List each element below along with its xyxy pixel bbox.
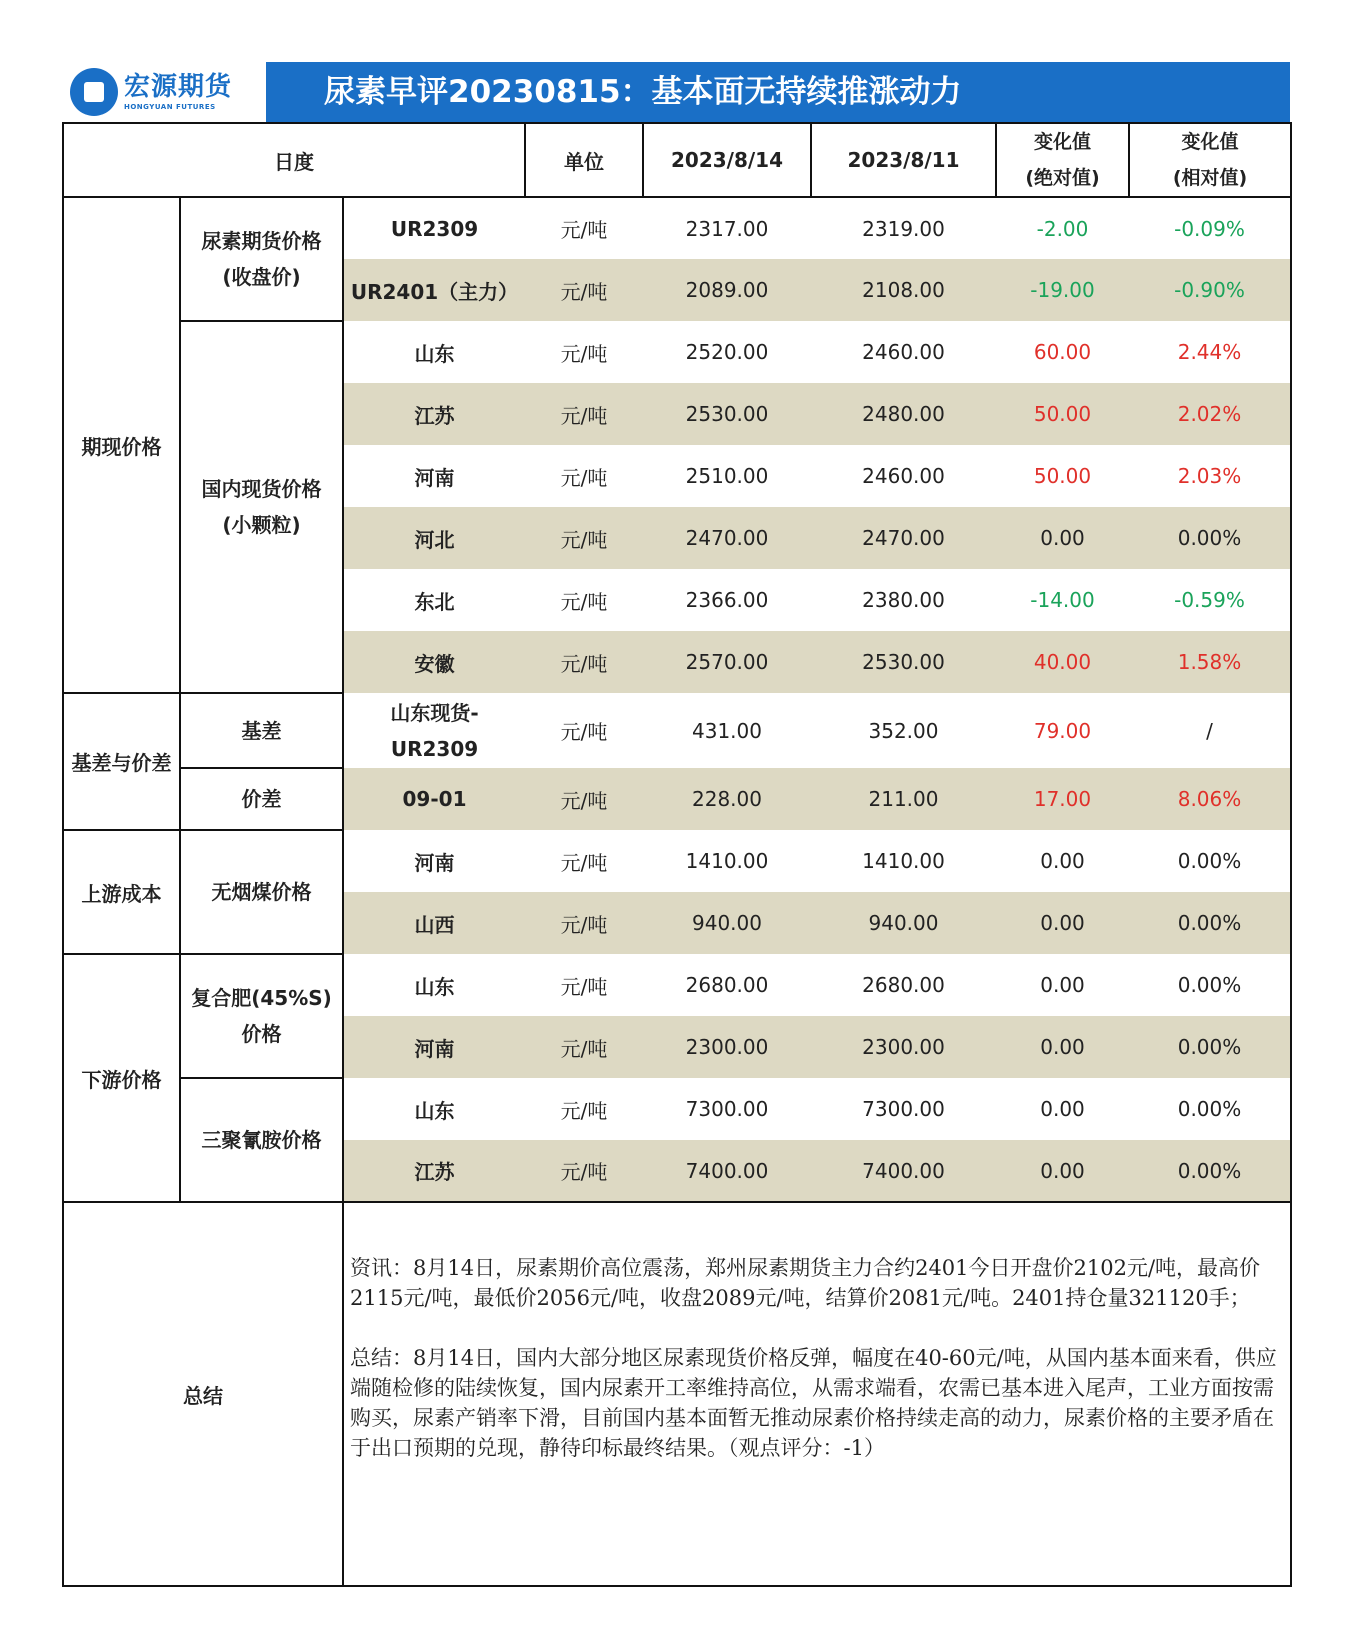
unit-cell: 元/吨 (560, 912, 608, 937)
unit-cell: 元/吨 (560, 720, 608, 744)
col-header-dimension: 日度 (63, 123, 525, 197)
item-cell: 山西 (414, 912, 455, 937)
value-date1: 2570.00 (685, 650, 769, 674)
unit-cell: 元/吨 (560, 1036, 608, 1061)
col-header-date2: 2023/8/11 (811, 123, 996, 197)
value-date1: 431.00 (692, 718, 762, 743)
abs-change: 50.00 (1033, 402, 1092, 426)
category-upstream: 上游成本 (63, 830, 180, 954)
rel-change: 2.44% (1129, 321, 1291, 383)
value-date1: 1410.00 (685, 849, 769, 873)
subcategory-basis: 基差 (180, 693, 343, 768)
value-date1: 940.00 (692, 911, 762, 935)
value-date1: 2680.00 (685, 973, 769, 997)
value-date2: 2300.00 (862, 1035, 945, 1059)
abs-change: 0.00 (1040, 973, 1085, 997)
header-banner (62, 62, 1290, 122)
item-cell: 河南 (414, 850, 455, 875)
abs-change: 0.00 (1040, 1158, 1085, 1183)
abs-change: -2.00 (1036, 216, 1089, 241)
value-date1: 2300.00 (685, 1035, 769, 1059)
col-header-abs-change: 变化值 (绝对值) (996, 123, 1129, 197)
table-row (63, 321, 1291, 383)
category-spot-futures: 期现价格 (63, 197, 180, 693)
value-date1: 2510.00 (685, 464, 769, 488)
table-row (63, 830, 1291, 892)
value-date2: 940.00 (868, 911, 939, 935)
unit-cell: 元/吨 (560, 651, 608, 676)
rel-change: 0.00% (1129, 830, 1291, 892)
value-date1: 7400.00 (685, 1158, 769, 1183)
unit-cell: 元/吨 (560, 403, 608, 428)
rel-change: 2.03% (1129, 445, 1291, 507)
subcategory-melamine: 三聚氰胺价格 (180, 1078, 343, 1202)
rel-change: -0.09% (1129, 197, 1291, 259)
value-date1: 228.00 (692, 787, 762, 811)
item-cell: UR2309 (390, 216, 479, 241)
rel-change: 8.06% (1129, 768, 1291, 830)
item-cell: 山东 (414, 341, 455, 366)
rel-change: 0.00% (1129, 892, 1291, 954)
item-cell: 09-01 (402, 787, 467, 811)
value-date2: 2319.00 (862, 216, 945, 241)
table-row (63, 954, 1291, 1016)
rel-change: 2.02% (1129, 383, 1291, 445)
value-date1: 2317.00 (685, 216, 769, 241)
value-date1: 2089.00 (685, 278, 769, 302)
unit-cell: 元/吨 (560, 465, 608, 490)
rel-change: 0.00% (1129, 1016, 1291, 1078)
price-table (62, 122, 1292, 1587)
item-cell: 山东 (414, 974, 455, 999)
value-date2: 2530.00 (862, 650, 945, 674)
abs-change: 0.00 (1040, 911, 1085, 935)
col-header-rel-change: 变化值 (相对值) (1129, 123, 1291, 197)
item-cell: 东北 (414, 589, 455, 614)
summary-label: 总结 (63, 1202, 343, 1586)
report-title: 尿素早评20230815：基本面无持续推涨动力 (324, 74, 962, 110)
rel-change: 0.00% (1129, 1078, 1291, 1140)
abs-change: 0.00 (1040, 526, 1085, 550)
report-container (62, 62, 1290, 1587)
abs-change: -19.00 (1030, 278, 1095, 302)
logo-mark-icon (70, 68, 118, 116)
category-downstream: 下游价格 (63, 954, 180, 1202)
abs-change: -14.00 (1030, 588, 1095, 612)
unit-cell: 元/吨 (560, 527, 608, 552)
value-date2: 2470.00 (862, 526, 945, 550)
value-date2: 7300.00 (862, 1097, 945, 1121)
category-basis-spread: 基差与价差 (63, 693, 180, 830)
col-header-unit: 单位 (525, 123, 643, 197)
table-row (63, 1078, 1291, 1140)
value-date2: 2460.00 (862, 464, 945, 488)
item-cell: 江苏 (414, 403, 455, 428)
unit-cell: 元/吨 (560, 788, 608, 813)
abs-change: 0.00 (1040, 849, 1085, 873)
value-date2: 352.00 (868, 718, 939, 743)
unit-cell: 元/吨 (560, 279, 608, 304)
rel-change: -0.59% (1129, 569, 1291, 631)
value-date2: 2380.00 (862, 588, 945, 612)
value-date1: 7300.00 (685, 1097, 769, 1121)
summary-conclusion: 总结：8月14日，国内大部分地区尿素现货价格反弹，幅度在40-60元/吨，从国内基本面来看，供应端随检修的陆续恢复，国内尿素开工率维持高位，从需求端看，农需已基本进入尾声，工业方面按需购买，尿素产销率下滑，目前国内基本面暂无推动尿素价格持续走高的动力，尿素价格的主要矛盾在于出口预期的兑现，静待印标最终结果。（观点评分：-1） (350, 1346, 1277, 1460)
value-date1: 2470.00 (685, 526, 769, 550)
unit-cell: 元/吨 (560, 1160, 608, 1184)
abs-change: 50.00 (1033, 464, 1092, 488)
logo-chinese-name: 宏源期货 (124, 71, 233, 102)
value-date2: 2480.00 (862, 402, 945, 426)
unit-cell: 元/吨 (560, 589, 608, 614)
rel-change: 0.00% (1129, 507, 1291, 569)
abs-change: 60.00 (1033, 340, 1092, 364)
rel-change: 1.58% (1129, 631, 1291, 693)
rel-change: -0.90% (1129, 259, 1291, 321)
summary-news: 资讯：8月14日，尿素期价高位震荡，郑州尿素期货主力合约2401今日开盘价2102元/吨，最高价2115元/吨，最低价2056元/吨，收盘2089元/吨，结算价2081元/吨。2401持仓量321120手； (350, 1256, 1261, 1310)
value-date1: 2520.00 (685, 340, 769, 364)
logo-english-name: HONGYUAN FUTURES (124, 102, 216, 111)
item-cell: 江苏 (414, 1160, 455, 1184)
abs-change: 79.00 (1033, 718, 1092, 743)
subcategory-futures-price: 尿素期货价格 (收盘价) (180, 197, 343, 321)
value-date2: 2680.00 (862, 973, 945, 997)
item-cell: 河南 (414, 1036, 455, 1061)
item-cell: UR2401（主力） (350, 279, 519, 304)
company-logo (62, 62, 266, 122)
value-date2: 211.00 (868, 787, 939, 811)
subcategory-compound-fertilizer: 复合肥(45%S) 价格 (180, 954, 343, 1078)
unit-cell: 元/吨 (560, 218, 608, 242)
abs-change: 40.00 (1033, 650, 1092, 674)
abs-change: 0.00 (1040, 1035, 1085, 1059)
unit-cell: 元/吨 (560, 341, 608, 366)
item-cell: 山东现货- UR2309 (390, 700, 479, 761)
value-date2: 2460.00 (862, 340, 945, 364)
header-row (63, 123, 1291, 197)
unit-cell: 元/吨 (560, 850, 608, 875)
item-cell: 河南 (414, 465, 455, 490)
rel-change: / (1129, 693, 1291, 768)
value-date1: 2530.00 (685, 402, 769, 426)
value-date2: 1410.00 (862, 849, 945, 873)
subcategory-coal: 无烟煤价格 (180, 830, 343, 954)
unit-cell: 元/吨 (560, 1098, 608, 1123)
value-date2: 7400.00 (862, 1158, 945, 1183)
item-cell: 河北 (414, 527, 455, 552)
value-date2: 2108.00 (862, 278, 945, 302)
table-row (63, 693, 1291, 768)
item-cell: 山东 (414, 1098, 455, 1123)
table-row (63, 768, 1291, 830)
rel-change: 0.00% (1129, 954, 1291, 1016)
item-cell: 安徽 (414, 651, 455, 676)
summary-row (63, 1202, 1291, 1586)
abs-change: 17.00 (1033, 787, 1092, 811)
table-row (63, 197, 1291, 259)
summary-content (343, 1202, 1291, 1586)
rel-change: 0.00% (1129, 1140, 1291, 1202)
value-date1: 2366.00 (685, 588, 769, 612)
col-header-date1: 2023/8/14 (643, 123, 811, 197)
abs-change: 0.00 (1040, 1097, 1085, 1121)
unit-cell: 元/吨 (560, 974, 608, 999)
subcategory-spread: 价差 (180, 768, 343, 830)
subcategory-spot-price: 国内现货价格 (小颗粒) (180, 321, 343, 693)
